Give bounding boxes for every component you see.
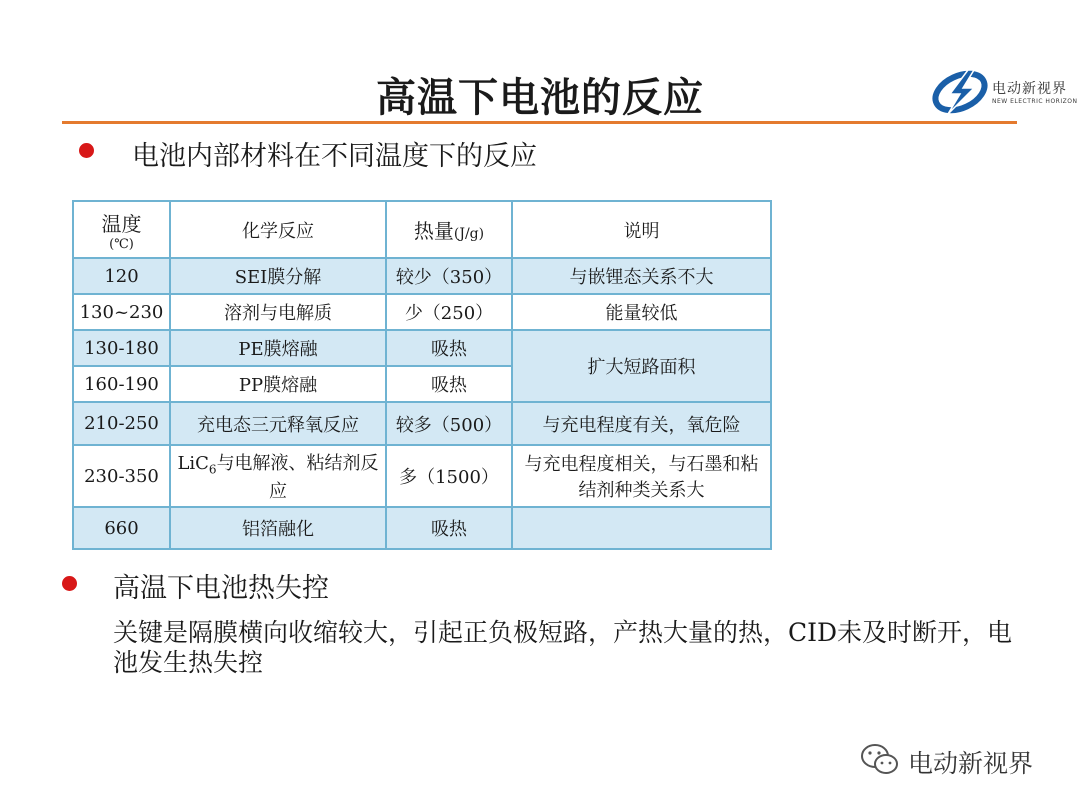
table-row — [73, 402, 771, 445]
bullet-icon — [62, 576, 77, 591]
cell-heat: 吸热 — [386, 507, 512, 549]
cell-reaction: PP膜熔融 — [170, 366, 386, 402]
table-row — [73, 258, 771, 294]
cell-heat: 吸热 — [386, 366, 512, 402]
cell-reaction: 铝箔融化 — [170, 507, 386, 549]
cell-note: 能量较低 — [512, 294, 771, 330]
cell-note: 与嵌锂态关系不大 — [512, 258, 771, 294]
reaction-table — [72, 200, 772, 550]
cell-temp: 130~230 — [73, 294, 170, 330]
section-heading-materials: 电池内部材料在不同温度下的反应 — [132, 141, 537, 172]
cell-temp: 120 — [73, 258, 170, 294]
header-temp: 温度 (℃) — [73, 201, 170, 258]
thermal-runaway-text: 关键是隔膜横向收缩较大，引起正负极短路，产热大量的热，CID未及时断开，电池发生热失控 — [113, 618, 1013, 677]
cell-note — [512, 507, 771, 549]
cell-note: 与充电程度有关，氧危险 — [512, 402, 771, 445]
header-heat: 热量(J/g) — [386, 201, 512, 258]
header-note: 说明 — [512, 201, 771, 258]
cell-heat: 较少（350） — [386, 258, 512, 294]
cell-temp: 160-190 — [73, 366, 170, 402]
table-row — [73, 294, 771, 330]
cell-temp: 210-250 — [73, 402, 170, 445]
cell-temp: 130-180 — [73, 330, 170, 366]
cell-heat: 少（250） — [386, 294, 512, 330]
cell-reaction: SEI膜分解 — [170, 258, 386, 294]
cell-temp: 230-350 — [73, 445, 170, 507]
bullet-icon — [79, 143, 94, 158]
logo-name: 电动新视界 — [992, 81, 1067, 97]
wechat-icon — [860, 743, 900, 777]
cell-note: 与充电程度相关，与石墨和粘结剂种类关系大 — [512, 445, 771, 507]
logo-subtitle: NEW ELECTRIC HORIZON — [992, 98, 1078, 105]
cell-reaction: 充电态三元释氧反应 — [170, 402, 386, 445]
page-title: 高温下电池的反应 — [376, 75, 704, 121]
cell-reaction: 溶剂与电解质 — [170, 294, 386, 330]
cell-heat: 较多（500） — [386, 402, 512, 445]
watermark-text: 电动新视界 — [908, 749, 1034, 778]
cell-reaction: PE膜熔融 — [170, 330, 386, 366]
cell-heat: 多（1500） — [386, 445, 512, 507]
title-divider — [62, 121, 1017, 124]
header-reaction: 化学反应 — [170, 201, 386, 258]
cell-reaction: LiC$_6$与电解液、粘结剂反应 — [170, 445, 386, 507]
table-row — [73, 445, 771, 507]
cell-note: 扩大短路面积 — [512, 330, 771, 402]
section-heading-thermal-runaway: 高温下电池热失控 — [113, 573, 329, 604]
cell-heat: 吸热 — [386, 330, 512, 366]
table-header-row — [73, 201, 771, 258]
table-row — [73, 330, 771, 366]
table-row — [73, 507, 771, 549]
cell-temp: 660 — [73, 507, 170, 549]
